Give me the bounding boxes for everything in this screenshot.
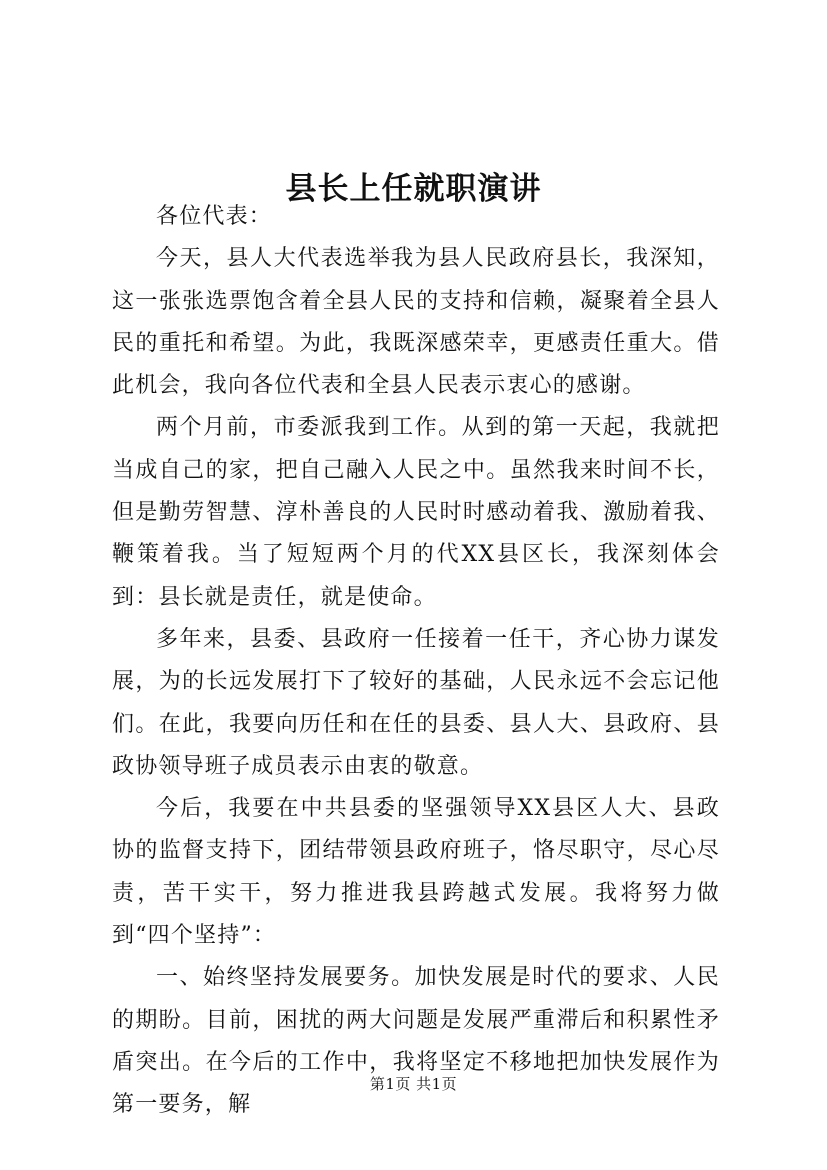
salutation: 各位代表：	[156, 204, 273, 229]
paragraph-3: 多年来，县委、县政府一任接着一任干，齐心协力谋发展，为的长远发展打下了较好的基础，人民永远不会忘记他们。在此，我要向历任和在任的县委、县人大、县政府、县政协领导班子成员表示由衷的敬意。	[112, 626, 720, 779]
document-title: 县长上任就职演讲	[285, 170, 542, 207]
page-footer: 第1页 共1页	[369, 1075, 458, 1093]
paragraph-5: 一、始终坚持发展要务。加快发展是时代的要求、人民的期盼。目前，困扰的两大问题是发展严重滞后和积累性矛盾突出。在今后的工作中，我将坚定不移地把加快发展作为第一要务，解	[112, 965, 720, 1118]
paragraph-2: 两个月前，市委派我到工作。从到的第一天起，我就把当成自己的家，把自己融入人民之中。虽然我来时间不长，但是勤劳智慧、淳朴善良的人民时时感动着我、激励着我、鞭策着我。当了短短两个月的代XX县区长，我深刻体会到：县长就是责任，就是使命。	[112, 415, 720, 610]
paragraph-1: 今天，县人大代表选举我为县人民政府县长，我深知，这一张张选票饱含着全县人民的支持和信赖，凝聚着全县人民的重托和希望。为此，我既深感荣幸，更感责任重大。借此机会，我向各位代表和全县人民表示衷心的感谢。	[112, 246, 720, 399]
document-body	[112, 196, 720, 1127]
paragraph-4: 今后，我要在中共县委的坚强领导XX县区人大、县政协的监督支持下，团结带领县政府班子，恪尽职守，尽心尽责，苦干实干，努力推进我县跨越式发展。我将努力做到“四个坚持”：	[112, 796, 720, 949]
